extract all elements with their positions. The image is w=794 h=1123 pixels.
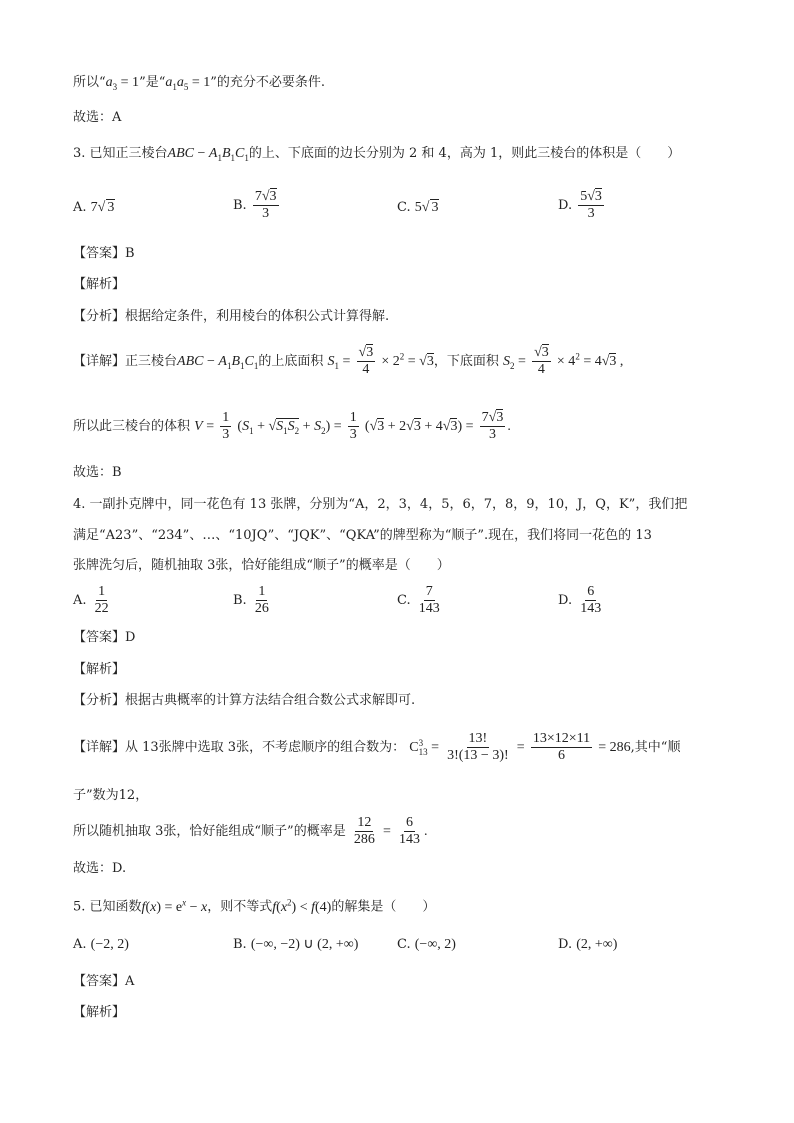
q4-choice: 故选：D. [73,861,127,876]
question-4-line-3: 张牌洗匀后，随机抽取 3张，恰好能组成“顺子”的概率是（ ） [73,558,450,573]
q4-analysis: 【分析】根据古典概率的计算方法结合组合数公式求解即可. [73,693,416,708]
q5-option-c[interactable]: C. (−∞, 2) [397,937,456,952]
q3-answer: 【答案】B [73,246,135,261]
q5-option-b[interactable]: B. (−∞, −2) ∪ (2, +∞) [233,937,359,952]
q4-answer: 【答案】D [73,630,136,645]
q4-option-a[interactable]: A. $\frac{1}{22}$ [73,584,109,616]
q3-option-c[interactable]: C. 5√ 3 [397,200,439,215]
q5-option-a[interactable]: A. (−2, 2) [73,937,129,952]
q5-answer: 【答案】A [73,974,135,989]
q3-option-a[interactable]: A. 7√ 3 [73,200,115,215]
q3-analysis-heading: 【解析】 [73,277,126,292]
q4-detail: 【详解】从 13张牌中选取 3张，不考虑顺序的组合数为： C 3 13 = $\frac{13!}{3!(13 - 3)!}$ = $\frac{13\times 12\times 11}{6}$ = 286,其中“顺 [73,731,681,763]
q4-option-c[interactable]: C. $\frac{7}{143}$ [397,584,440,616]
q3-analysis: 【分析】根据给定条件，利用棱台的体积公式计算得解. [73,309,390,324]
question-4-line-1: 4. 一副扑克牌中，同一花色有 13 张牌，分别为“A，2，3，4，5，6，7，8，9，10，J，Q，K”，我们把 [73,497,688,512]
q4-probability: 所以随机抽取 3张，恰好能组成“顺子”的概率是 $\frac{12}{286}$ = $\frac{6}{143}$ . [73,815,428,847]
q4-option-b[interactable]: B. $\frac{1}{26}$ [233,584,269,616]
answer-choice-line: 故选：A [73,110,122,125]
formula-a3: $a_3 = 1$ [105,75,140,92]
q3-volume: 所以此三棱台的体积 V = $\frac{1}{3}$ $(S_1 + √S_1S_2 + S_2)$ = $\frac{1}{3}$ (√3 + 2√3 + 4√3) = $\frac{7√3}{3}$ . [73,410,511,442]
formula-frustum: ABC − $A_1B_1C_1$ [167,146,249,163]
text-line-conclusion: 所以“$a_3 = 1$”是“$a_1a_5 = 1$”的充分不必要条件. [73,75,326,92]
question-3: 3. 已知正三棱台ABC − $A_1B_1C_1$的上、下底面的边长分别为 2 和 4，高为 1，则此三棱台的体积是（ ） [73,146,681,163]
q4-detail-2: 子”数为12， [73,788,149,803]
q3-option-d[interactable]: D. $\frac{5√3}{3}$ [558,189,602,221]
q3-detail: 【详解】正三棱台ABC − $A_1B_1C_1$的上底面积 $S_1$ = $\frac{√3}{4}$ × $2^2 = √3$，下底面积 $S_2$ = $\frac{√3}{4}$ × $4^2 = 4√3$ , [73,345,624,377]
q3-choice: 故选：B [73,465,122,480]
q4-option-d[interactable]: D. $\frac{6}{143}$ [558,584,602,616]
q5-analysis-heading: 【解析】 [73,1005,126,1020]
question-5: 5. 已知函数$f(x) = e^x - x$，则不等式$f(x^2) < f(4)$的解集是（ ） [73,897,436,915]
q4-analysis-heading: 【解析】 [73,662,126,677]
q3-option-b[interactable]: B. $\frac{7√3}{3}$ [233,189,277,221]
q5-option-d[interactable]: D. (2, +∞) [558,937,618,952]
question-4-line-2: 满足“A23”、“234”、…、“10JQ”、“JQK”、“QKA”的牌型称为“顺子”.现在，我们将同一花色的 13 [73,528,652,543]
formula-a1a5: $a_1a_5 = 1$ [165,75,211,92]
